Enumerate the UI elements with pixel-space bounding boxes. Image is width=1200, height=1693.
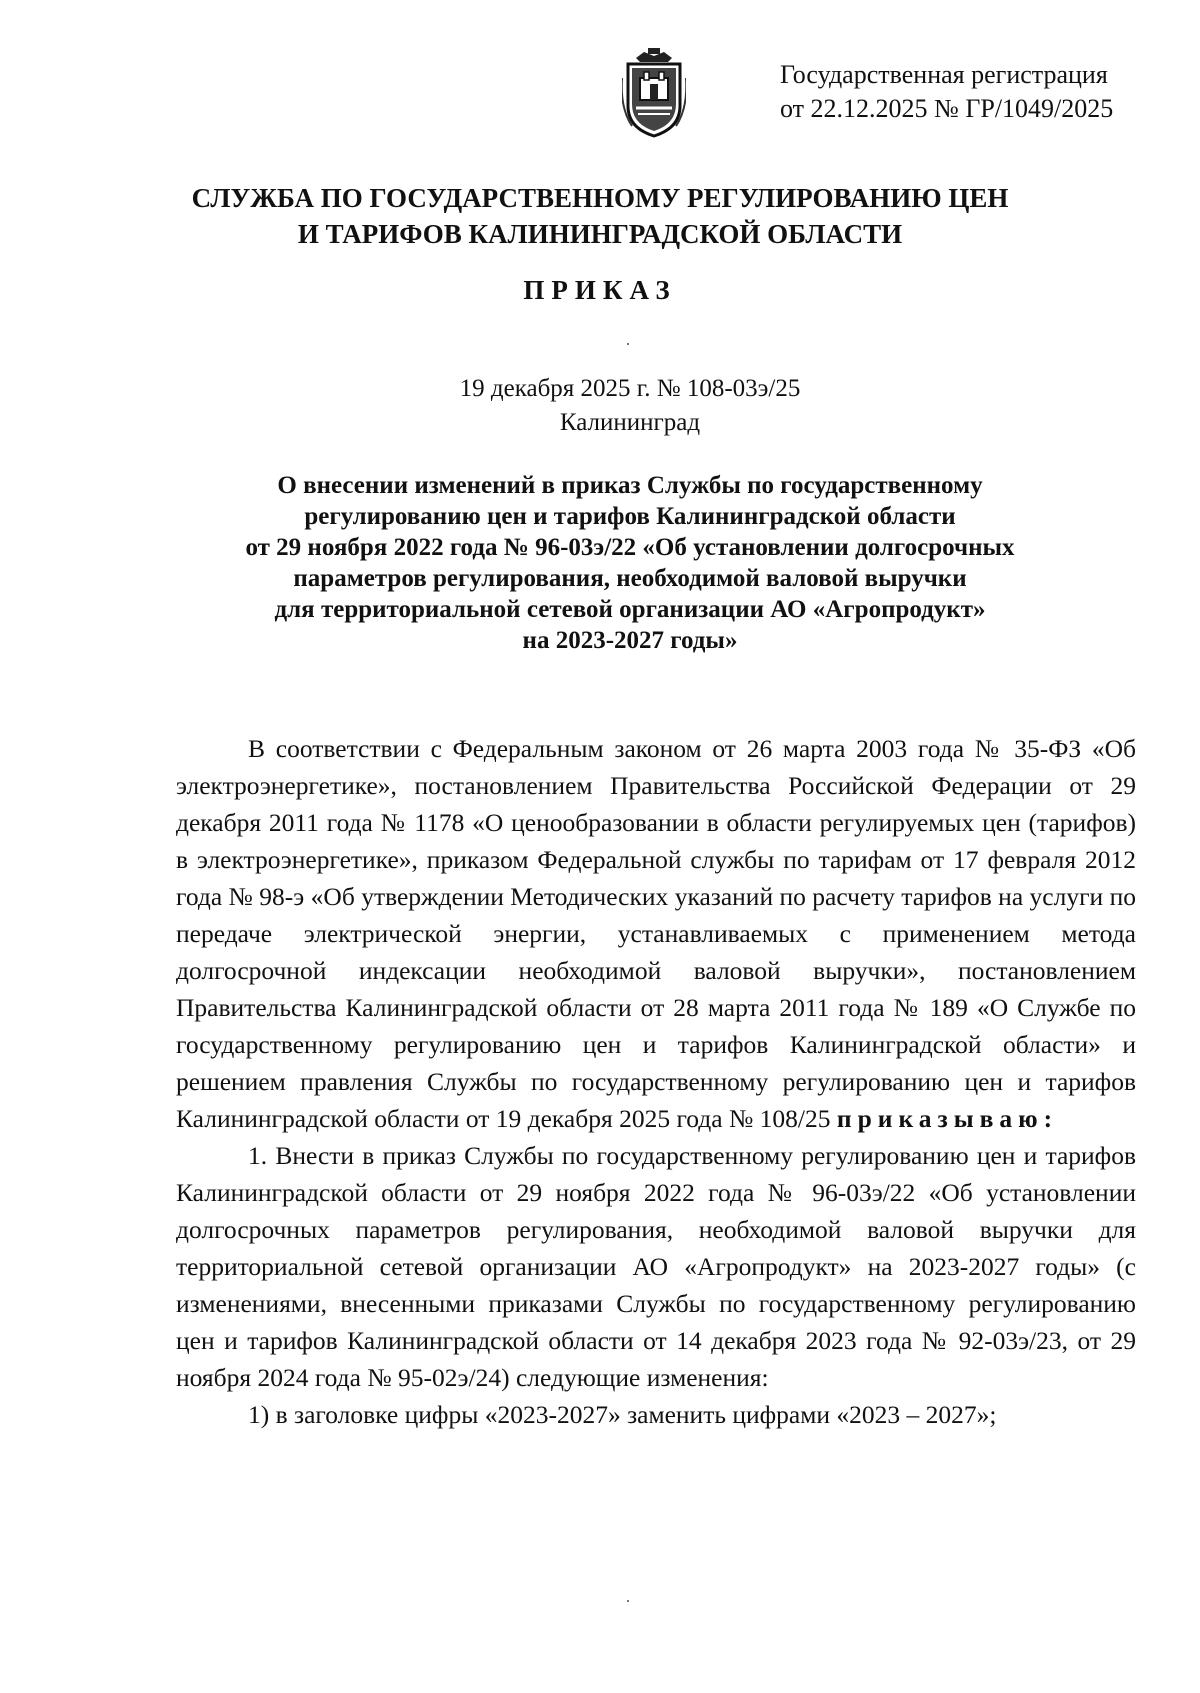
- scan-speck: [627, 1600, 629, 1602]
- order-date-number: 19 декабря 2025 г. № 108-03э/25: [459, 375, 801, 402]
- subject-line: О внесении изменений в приказ Службы по государственному: [277, 472, 983, 499]
- subject-line: на 2023-2027 годы»: [522, 627, 738, 654]
- order-city: Калининград: [559, 409, 701, 436]
- subject-line: регулированию цен и тарифов Калининградской области: [304, 503, 956, 530]
- subject-line: от 29 ноября 2022 года № 96-03э/22 «Об установлении долгосрочных: [245, 534, 1015, 561]
- order-subject: [130, 470, 1130, 656]
- agency-title-line-1: СЛУЖБА ПО ГОСУДАРСТВЕННОМУ РЕГУЛИРОВАНИЮ ЦЕН: [191, 183, 1009, 213]
- agency-title-line-2: И ТАРИФОВ КАЛИНИНГРАДСКОЙ ОБЛАСТИ: [297, 219, 903, 249]
- document-type: ПРИКАЗ: [523, 275, 677, 305]
- preamble-text: В соответствии с Федеральным законом от 26 марта 2003 года № 35-ФЗ «Об электроэнергетике», постановлением Правительства Российской Федерации от 29 декабря 2011 года № 1178 «О ценообразовании в области регулируемых цен (тарифов) в электроэнергетике», приказом Федеральной службы по тарифам от 17 февраля 2012 года № 98-э «Об утверждении Методических указаний по расчету тарифов на услуги по передаче электрической энергии, устанавливаемых с применением метода долгосрочной индексации необходимой валовой выручки», постановлением Правительства Калининградской области от 28 марта 2011 года № 189 «О Службе по государственному регулированию цен и тарифов Калининградской области» и решением правления Службы по государственному регулированию цен и тарифов Калининградской области от 19 декабря 2025 года № 108/25: [176, 734, 1136, 1133]
- order-body: [176, 730, 1136, 1433]
- preamble-paragraph: [176, 730, 1136, 1137]
- coat-of-arms-emblem: [622, 48, 686, 140]
- subject-line: для территориальной сетевой организации АО «Агропродукт»: [274, 596, 986, 623]
- scan-speck: [627, 343, 629, 345]
- subject-line: параметров регулирования, необходимой валовой выручки: [293, 565, 967, 592]
- agency-title: [100, 180, 1100, 252]
- registration-line-2: от 22.12.2025 № ГР/1049/2025: [780, 94, 1114, 123]
- item-1-1-paragraph: 1) в заголовке цифры «2023-2027» заменить цифрами «2023 – 2027»;: [248, 1400, 997, 1429]
- order-word: приказываю:: [836, 1104, 1059, 1133]
- registration-stamp: [780, 58, 1160, 126]
- item-1-paragraph: 1. Внести в приказ Службы по государственному регулированию цен и тарифов Калининградской области от 29 ноября 2022 года № 96-03э/22 «Об установлении долгосрочных параметров регулирования, необходимой валовой выручки для территориальной сетевой организации АО «Агропродукт» на 2023-2027 годы» (с изменениями, внесенными приказами Службы по государственному регулированию цен и тарифов Калининградской области от 14 декабря 2023 года № 92-03э/23, от 29 ноября 2024 года № 95-02э/24) следующие изменения:: [176, 1141, 1136, 1392]
- registration-line-1: Государственная регистрация: [780, 60, 1108, 89]
